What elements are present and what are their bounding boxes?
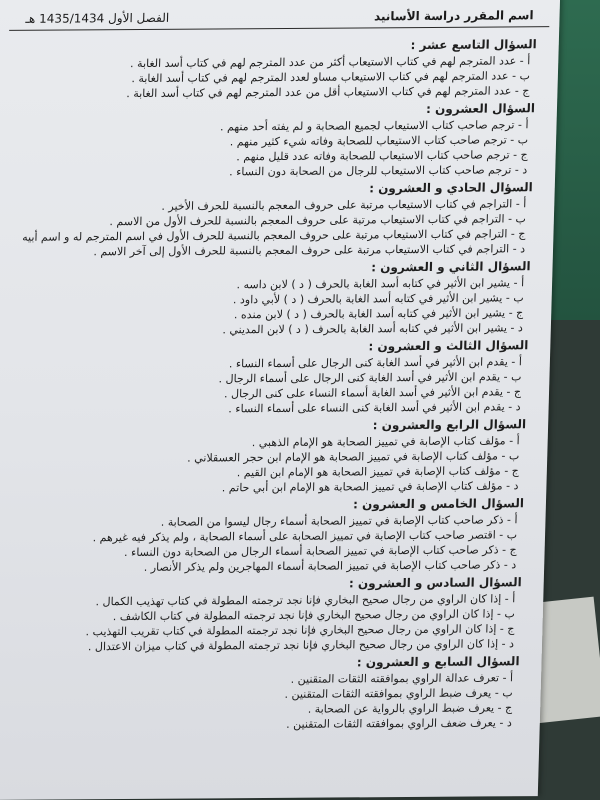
answer-option: د - ترجم صاحب كتاب الاستيعاب للرجال من الصحابة دون النساء .	[229, 163, 528, 179]
answer-option: ج - يقدم ابن الأثير في أسد الغابة أسماء النساء على كنى الرجال .	[223, 385, 522, 401]
question-title: السؤال الثالث و العشرون :	[368, 338, 529, 354]
question-title: السؤال السادس و العشرون :	[348, 575, 522, 591]
answer-option: أ - ترجم صاحب كتاب الاستيعاب لجميع الصحابة و لم يفته أحد منهم .	[219, 118, 529, 134]
question-title: السؤال الحادي و العشرون :	[369, 180, 533, 196]
answer-option: أ - مؤلف كتاب الإصابة في تمييز الصحابة هو الإمام الذهبي .	[251, 434, 520, 450]
answer-option: أ - إذا كان الراوي من رجال صحيح البخاري فإنا نجد ترجمته المطولة في كتاب تهذيب الكمال .	[95, 592, 516, 609]
answer-option: د - إذا كان الراوي من رجال صحيح البخاري فإنا نجد ترجمته المطولة في كتاب ميزان الاعتدال .	[87, 637, 515, 654]
question-title: السؤال الرابع والعشرون :	[372, 417, 527, 433]
answer-option: ج - التراجم في كتاب الاستيعاب مرتبة على حروف المعجم بالنسبة للحرف الأول في اسم المترجم له و اسم أبيه	[22, 227, 526, 244]
answer-option: ج - ترجم صاحب كتاب الاستيعاب للصحابة وفاته عدد قليل منهم .	[236, 148, 528, 164]
questions-list	[0, 27, 559, 734]
answer-option: ج - ذكر صاحب كتاب الإصابة في تمييز الصحابة أسماء الرجال من الصحابة دون النساء .	[123, 543, 517, 560]
sheet-header	[9, 0, 550, 31]
question-block	[0, 654, 520, 734]
question-block	[4, 496, 524, 576]
answer-option: ب - اقتصر صاحب كتاب الإصابة في تمييز الصحابة على أسماء الصحابة ، ولم يذكر فيه غيرهم .	[92, 528, 518, 545]
answer-option: أ - ذكر صاحب كتاب الإصابة في تمييز الصحابة أسماء رجال ليسوا من الصحابة .	[160, 513, 518, 529]
question-title: السؤال الثاني و العشرون :	[371, 259, 531, 275]
question-block	[13, 180, 533, 260]
question-title: السؤال العشرون :	[425, 101, 536, 117]
answer-option: د - يشير ابن الأثير في كتابه أسد الغابة بالحرف ( د ) لابن المديني .	[222, 321, 524, 337]
answer-option: ب - إذا كان الراوي من رجال صحيح البخاري فإنا نجد ترجمته المطولة في كتاب الكاشف .	[112, 607, 516, 624]
answer-option: د - يقدم ابن الأثير في أسد الغابة كنى النساء على أسماء النساء .	[228, 400, 521, 416]
answer-option: ب - التراجم في كتاب الاستيعاب مرتبة على حروف المعجم بالنسبة للحرف الأول من الاسم .	[109, 212, 527, 229]
question-block	[6, 417, 526, 497]
question-block	[8, 338, 528, 418]
term-label: الفصل الأول 1435/1434 هـ	[25, 10, 170, 26]
answer-option: أ - تعرف عدالة الراوي بموافقته الثقات المتقنين .	[290, 671, 514, 686]
answer-option: ج - يشير ابن الأثير في كتابه أسد الغابة بالحرف ( د ) لابن منده .	[233, 306, 524, 322]
answer-option: ب - مؤلف كتاب الإصابة في تمييز الصحابة هو الإمام ابن حجر العسقلاني .	[187, 449, 520, 465]
answer-option: د - يعرف ضعف الراوي بموافقته الثقات المتقنين .	[286, 716, 513, 731]
answer-option: ج - يعرف ضبط الراوي بالرواية عن الصحابة .	[307, 701, 513, 716]
answer-option: أ - التراجم في كتاب الاستيعاب مرتبة على حروف المعجم بالنسبة للحرف الأخير .	[161, 197, 527, 213]
answer-option: ب - ترجم صاحب كتاب الاستيعاب للصحابة وفاته شيء كثير منهم .	[229, 133, 529, 149]
question-block	[15, 101, 535, 181]
answer-option: د - مؤلف كتاب الإصابة في تمييز الصحابة هو الإمام ابن أبي حاتم .	[221, 479, 519, 495]
answer-option: ب - يقدم ابن الأثير في أسد الغابة كنى الرجال على أسماء الرجال .	[218, 370, 522, 386]
question-block	[17, 37, 537, 102]
answer-option: ب - يشير ابن الأثير في كتابه أسد الغابة بالحرف ( د ) لأبي داود .	[232, 291, 524, 307]
question-title: السؤال السابع و العشرون :	[356, 654, 520, 670]
answer-option: ب - يعرف ضبط الراوي بموافقته الثقات المتقنين .	[284, 686, 513, 701]
answer-option: أ - عدد المترجم لهم في كتاب الاستيعاب أكثر من عدد المترجم لهم في كتاب أسد الغابة .	[129, 54, 531, 71]
answer-option: أ - يشير ابن الأثير في كتابه أسد الغابة بالحرف ( د ) لابن داسه .	[236, 276, 525, 292]
question-block	[2, 575, 522, 655]
answer-option: ب - عدد المترجم لهم في كتاب الاستيعاب مساو لعدد المترجم لهم في كتاب أسد الغابة .	[131, 69, 531, 86]
course-name: اسم المقرر دراسة الأسانيد	[373, 8, 534, 24]
answer-option: د - ذكر صاحب كتاب الإصابة في تمييز الصحابة أسماء المهاجرين ولم يذكر الأنصار .	[143, 558, 517, 574]
question-title: السؤال الخامس و العشرون :	[352, 496, 525, 512]
answer-option: ج - إذا كان الراوي من رجال صحيح البخاري فإنا نجد ترجمته المطولة في كتاب تقريب التهذيب .	[85, 622, 515, 639]
answer-option: أ - يقدم ابن الأثير في أسد الغابة كنى الرجال على أسماء النساء .	[228, 355, 523, 371]
question-block	[11, 259, 531, 339]
answer-option: ج - عدد المترجم لهم في كتاب الاستيعاب أقل من عدد المترجم لهم في كتاب أسد الغابة .	[126, 84, 530, 101]
question-title: السؤال التاسع عشر :	[410, 37, 537, 53]
answer-option: د - التراجم في كتاب الاستيعاب مرتبة على حروف المعجم بالنسبة للحرف الأول إلى آخر الاسم .	[93, 242, 526, 259]
answer-option: ج - مؤلف كتاب الإصابة في تمييز الصحابة هو الإمام ابن القيم .	[236, 464, 520, 480]
